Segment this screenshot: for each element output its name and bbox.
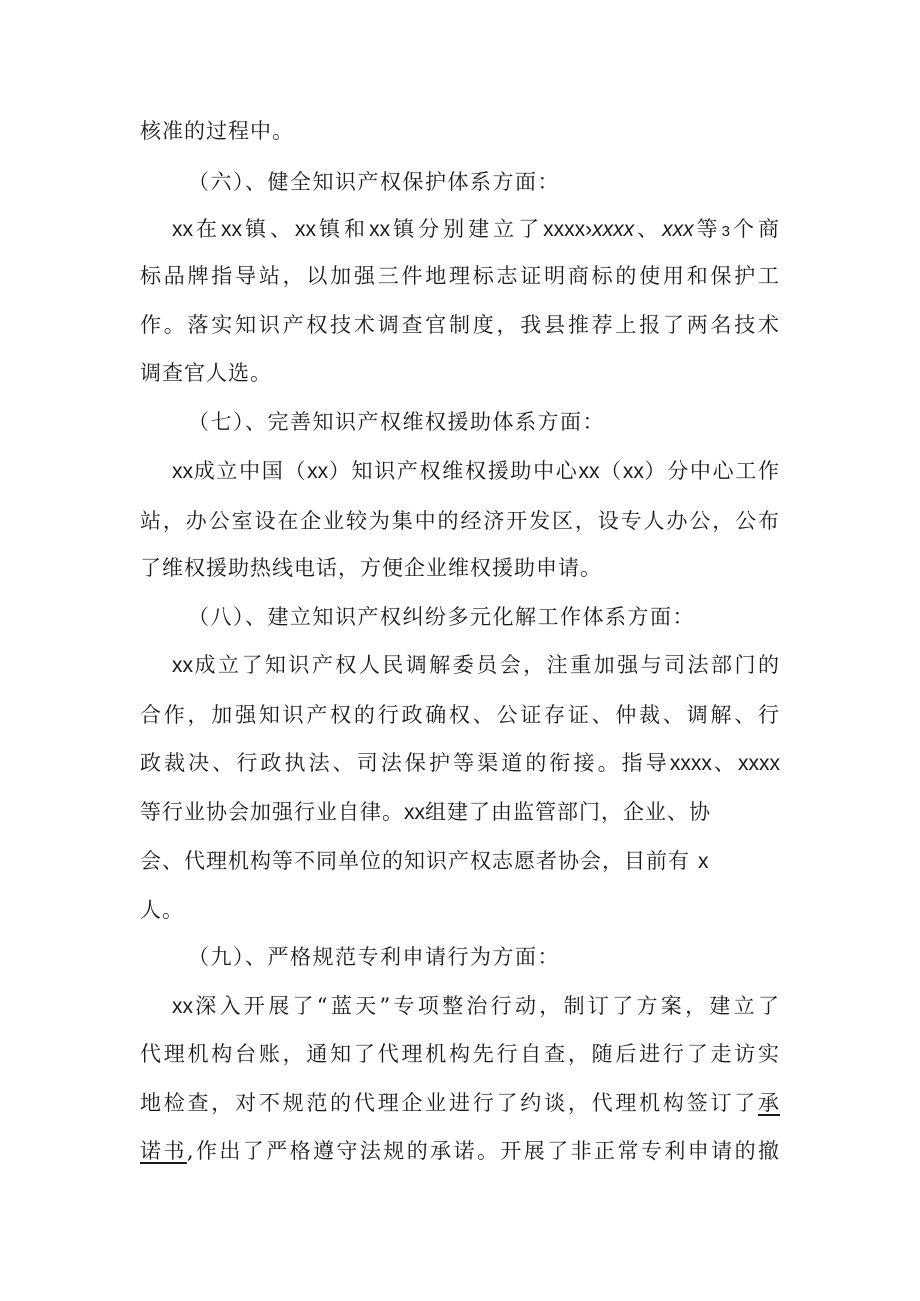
placeholder-text: xx xyxy=(622,460,644,483)
section-heading-8: （八）、建立知识产权纠纷多元化解工作体系方面： xyxy=(188,605,695,629)
text-line: 人。 xyxy=(140,898,184,922)
placeholder-text: xxxx xyxy=(669,752,712,775)
placeholder-text: xxxx xyxy=(738,752,781,775)
text-span: ,作出了严格遵守法规的承诺。开展了非正常专利申请的撤 xyxy=(186,1139,780,1163)
placeholder-text: xxxx xyxy=(592,218,635,241)
text-line: 调查官人选。 xyxy=(140,361,272,385)
text-span: 成立中国（ xyxy=(193,459,308,483)
text-line xyxy=(140,797,740,827)
text-line xyxy=(140,846,740,876)
section-heading-7: （七）、完善知识产权维权援助体系方面： xyxy=(188,410,605,434)
placeholder-text: xx xyxy=(307,460,329,483)
text-line xyxy=(172,650,780,680)
number-text: 3 xyxy=(721,223,731,240)
text-span: 等行业协会加强行业自律。 xyxy=(140,800,404,824)
placeholder-text: x xyxy=(698,850,709,873)
text-span: 个商 xyxy=(730,217,781,241)
section-heading-9: （九）、严格规范专利申请行为方面： xyxy=(188,945,560,969)
text-span: 地检查，对不规范的代理企业进行了约谈，代理机构签订了 xyxy=(140,1091,758,1115)
text-line xyxy=(140,1088,780,1118)
text-span: 会、代理机构等不同单位的知识产权志愿者协会，目前有 xyxy=(140,849,690,873)
text-line xyxy=(172,214,780,244)
text-line xyxy=(172,456,780,486)
text-span: ）分中心工作 xyxy=(643,459,781,483)
text-span: 等 xyxy=(693,217,722,241)
text-span: 镇、 xyxy=(242,217,296,241)
text-span: ）知识产权维权援助中心 xyxy=(328,459,579,483)
text-span: 成立了知识产权人民调解委员会，注重加强与司法部门的 xyxy=(193,653,780,677)
text-line xyxy=(140,1136,780,1166)
text-span: 镇和 xyxy=(316,217,370,241)
placeholder-text: xxx xyxy=(662,218,694,241)
placeholder-text: xx xyxy=(369,218,391,241)
text-span: （ xyxy=(599,459,623,483)
text-line xyxy=(172,991,780,1021)
text-span: 深入开展了“蓝天”专项整治行动，制订了方案，建立了 xyxy=(193,994,780,1018)
placeholder-text: xx xyxy=(221,218,243,241)
underlined-text: 承 xyxy=(758,1091,780,1115)
text-span: 、 xyxy=(634,217,663,241)
placeholder-text: xxxx› xyxy=(543,218,593,241)
placeholder-text: xx xyxy=(404,801,425,824)
text-line: 代理机构台账，通知了代理机构先行自查，随后进行了走访实 xyxy=(140,1042,780,1066)
text-line: 合作，加强知识产权的行政确权、公证存证、仲裁、调解、行 xyxy=(140,703,780,727)
placeholder-text: xx xyxy=(578,460,600,483)
text-span: 、 xyxy=(711,751,739,775)
section-heading-6: （六）、健全知识产权保护体系方面： xyxy=(188,170,560,194)
text-line: 核准的过程中。 xyxy=(140,119,294,143)
text-line: 站，办公室设在企业较为集中的经济开发区，设专人办公，公布 xyxy=(140,509,780,533)
placeholder-text: xx xyxy=(295,218,317,241)
placeholder-text: xx xyxy=(172,995,193,1018)
underlined-text: 诺书 xyxy=(140,1139,187,1163)
text-line: 作。落实知识产权技术调查官制度，我县推荐上报了两名技术 xyxy=(140,313,780,337)
text-span: 镇分别建立了 xyxy=(390,217,544,241)
text-line: 了维权援助热线电话，方便企业维权援助申请。 xyxy=(140,556,602,580)
text-line: 标品牌指导站，以加强三件地理标志证明商标的使用和保护工 xyxy=(140,264,780,288)
placeholder-text: xx xyxy=(172,460,193,483)
text-span: 组建了由监管部门，企业、协 xyxy=(425,800,711,824)
placeholder-text: xx xyxy=(172,218,193,241)
text-line xyxy=(140,748,780,778)
placeholder-text: xx xyxy=(172,654,193,677)
text-span: 政裁决、行政执法、司法保护等渠道的衔接。指导 xyxy=(140,751,670,775)
text-span: 在 xyxy=(193,217,222,241)
